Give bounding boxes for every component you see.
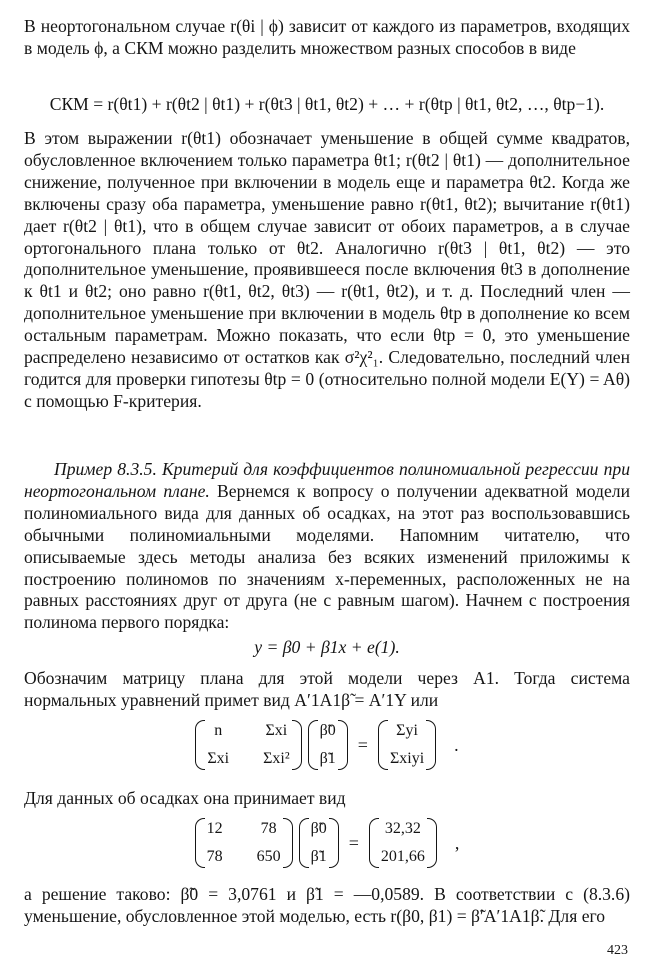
matrix-cell: β̃1 [319,750,336,767]
equals-sign: = [357,734,368,755]
punctuation: . [454,734,459,755]
design-matrix-numeric [195,820,293,866]
matrix-cell: Σyi [396,722,418,739]
equation-ssr-decomposition: СКМ = r(θt1) + r(θt2 | θt1) + r(θt3 | θt1, θt2) + … + r(θtp | θt1, θt2, …, θtp−1). [49,94,605,114]
matrix-cell: β̃0 [310,820,327,837]
example-title: Пример 8.3.5. Критерий для коэффициентов полиномиальной регрессии при неортогональном плане. [24,459,630,501]
matrix-cell: 201,66 [380,848,425,865]
matrix-cell: 78 [260,820,277,837]
beta-vector-numeric [299,820,339,866]
punctuation: , [454,832,460,853]
paragraph-solution: а решение таково: β̃0 = 3,0761 и β̃1 = —0,0589. В соответствии с (8.3.6) уменьшение, обусловленное этой моделью, есть r(β0, β1) = β̃′A′1A1β̃. Для его [24,884,630,926]
rhs-vector-numeric [369,820,437,866]
beta-vector-general [308,722,348,768]
paragraph-rainfall-data: Для данных об осадках она принимает вид [24,788,346,808]
matrix-equation-general [24,722,630,768]
matrix-cell: 12 [206,820,223,837]
rhs-vector-general [378,722,436,768]
matrix-cell: Σxi [265,722,288,739]
matrix-cell: 650 [256,848,281,865]
matrix-cell: Σxi [207,750,230,767]
equation-first-order-model: y = β0 + β1x + e(1). [254,637,400,657]
matrix-cell: Σxiyi [389,750,425,767]
example-text: Вернемся к вопросу о получении адекватной модели полиномиального вида для данных об осадках, на этот раз воспользовавшись обычными полиномиальными моделями. Напомним читателю, что описываемые здесь методы анализа без всяких изменений приложимы к построению полиномов по значениям x-переменных, расположенных не на равных расстояниях друг от друга (не с равным шагом). Начнем с построения полинома первого порядка: [24,480,630,633]
matrix-cell: n [214,722,223,739]
design-matrix-general [195,722,301,768]
paragraph-normal-equations: Обозначим матрицу плана для этой модели через A1. Тогда система нормальных уравнений примет вид A′1A1β̃ = A′1Y или [24,668,630,710]
page-number: 423 [607,943,628,958]
paragraph-example [24,459,630,634]
matrix-cell: β̃0 [319,722,336,739]
matrix-equation-numeric [24,820,630,866]
matrix-cell: β̃1 [310,848,327,865]
matrix-cell: 78 [206,848,223,865]
paragraph-intro: В неортогональном случае r(θi | ϕ) зависит от каждого из параметров, входящих в модель ϕ, а СКМ можно разделить множеством разных способов в виде [24,16,630,58]
equals-sign: = [348,832,359,853]
paragraph-explanation: В этом выражении r(θt1) обозначает уменьшение в общей сумме квадратов, обусловленное включением только параметра θt1; r(θt2 | θt1) — дополнительное снижение, полученное при включении в модель еще и параметра θt2. Когда же включены сразу оба параметра, уменьшение равно r(θt1, θt2); вычитание r(θt1) дает r(θt2 | θt1), что в общем случае зависит от обоих параметров, а в случае ортогонального плана только от θt2. Аналогично r(θt3 | θt1, θt2) — это дополнительное уменьшение, проявившееся после включения θt3 в дополнение к θt1 и θt2; оно равно r(θt1, θt2, θt3) — r(θt1, θt2), и т. д. Последний член — дополнительное уменьшение при включении в модель θtp в дополнение ко всем остальным параметрам. Можно показать, что если θtp = 0, это уменьшение распределено независимо от остатков как σ²χ²₁. Следовательно, последний член годится для проверки гипотезы θtp = 0 (относительно полной модели E(Y) = Aθ) с помощью F-критерия. [24,128,630,411]
matrix-cell: Σxi² [263,750,290,767]
matrix-cell: 32,32 [384,820,421,837]
